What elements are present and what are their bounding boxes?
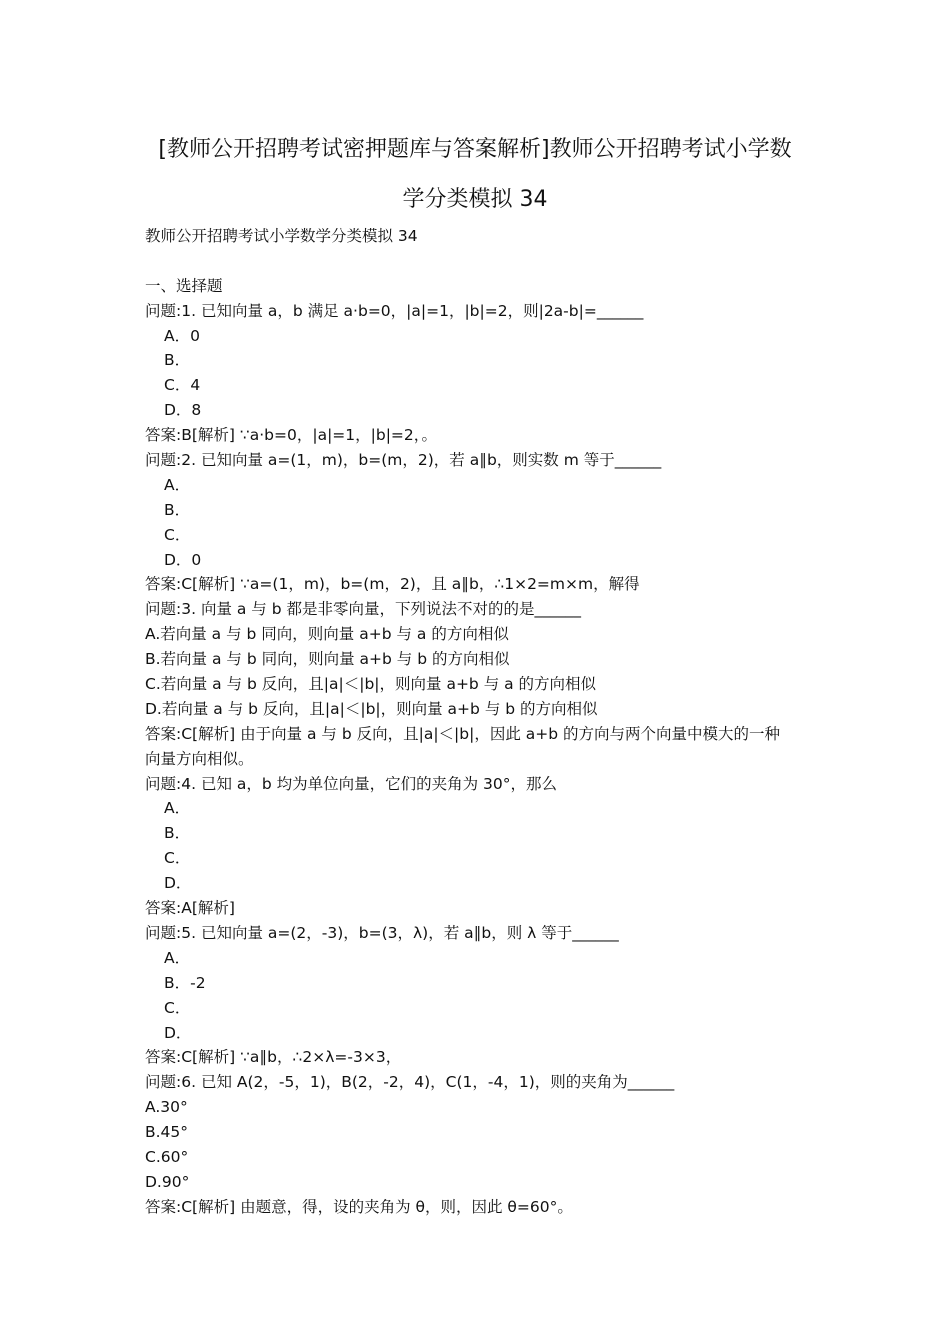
question-1-stem: 问题:1. 已知向量 a，b 满足 a·b=0，|a|=1，|b|=2，则|2a-b|=______ [145,301,644,320]
question-3-option-c: C.若向量 a 与 b 反向，且|a|＜|b|，则向量 a+b 与 a 的方向相似 [145,675,597,694]
question-4-option-c: C． [164,849,191,868]
question-2-answer: 答案:C[解析] ∵a=(1，m)，b=(m，2)，且 a∥b，∴1×2=m×m，解得 [145,575,640,594]
question-2-option-c: C． [164,525,191,544]
question-2-option-d: D．0 [164,550,202,569]
question-3-option-b: B.若向量 a 与 b 同向，则向量 a+b 与 b 的方向相似 [145,650,510,669]
question-3-option-d: D.若向量 a 与 b 反向，且|a|＜|b|，则向量 a+b 与 b 的方向相似 [145,699,598,718]
question-6-answer: 答案:C[解析] 由题意，得，设的夹角为 θ，则，因此 θ=60°。 [145,1197,573,1216]
document-body [145,224,825,1220]
question-1-answer: 答案:B[解析] ∵a·b=0，|a|=1，|b|=2，。 [145,426,438,445]
question-5-stem: 问题:5. 已知向量 a=(2，-3)，b=(3，λ)，若 a∥b，则 λ 等于______ [145,923,619,942]
question-5-option-b: B．-2 [164,973,206,992]
document-subtitle: 教师公开招聘考试小学数学分类模拟 34 [145,227,418,245]
question-5-option-c: C． [164,998,191,1017]
question-5-option-a: A． [164,948,191,967]
question-2-option-b: B． [164,500,191,519]
section-heading: 一、选择题 [145,276,223,295]
question-1-option-d: D．8 [164,401,202,420]
question-5-option-d: D． [164,1023,192,1042]
question-3-answer-line-2: 向量方向相似。 [145,749,254,768]
question-4-option-b: B． [164,824,191,843]
question-3-stem: 问题:3. 向量 a 与 b 都是非零向量，下列说法不对的的是______ [145,600,581,619]
question-2-stem: 问题:2. 已知向量 a=(1，m)，b=(m，2)，若 a∥b，则实数 m 等于______ [145,451,662,470]
question-1-option-b: B． [164,351,191,370]
question-1-option-a: A．0 [164,326,200,345]
question-6-stem: 问题:6. 已知 A(2，-5，1)，B(2，-2，4)，C(1，-4，1)，则的夹角为______ [145,1073,675,1092]
question-6-option-b: B.45° [145,1123,189,1142]
question-3-answer-line-1: 答案:C[解析] 由于向量 a 与 b 反向，且|a|＜|b|，因此 a+b 的方向与两个向量中模大的一种 [145,724,781,743]
document-title-line-1: [教师公开招聘考试密押题库与答案解析]教师公开招聘考试小学数 [158,137,792,162]
question-3-option-a: A.若向量 a 与 b 同向，则向量 a+b 与 a 的方向相似 [145,625,509,644]
question-4-option-d: D． [164,874,192,893]
question-6-option-a: A.30° [145,1098,188,1117]
question-2-option-a: A． [164,475,191,494]
question-6-option-d: D.90° [145,1172,190,1191]
question-1-option-c: C．4 [164,376,201,395]
question-4-option-a: A． [164,799,191,818]
document-title-line-2: 学分类模拟 34 [402,187,548,212]
question-6-option-c: C.60° [145,1147,189,1166]
question-4-answer: 答案:A[解析] [145,899,235,918]
question-5-answer: 答案:C[解析] ∵a∥b，∴2×λ=-3×3， [145,1048,402,1067]
blank-line [145,249,825,274]
question-4-stem: 问题:4. 已知 a，b 均为单位向量，它们的夹角为 30°，那么 [145,774,558,793]
